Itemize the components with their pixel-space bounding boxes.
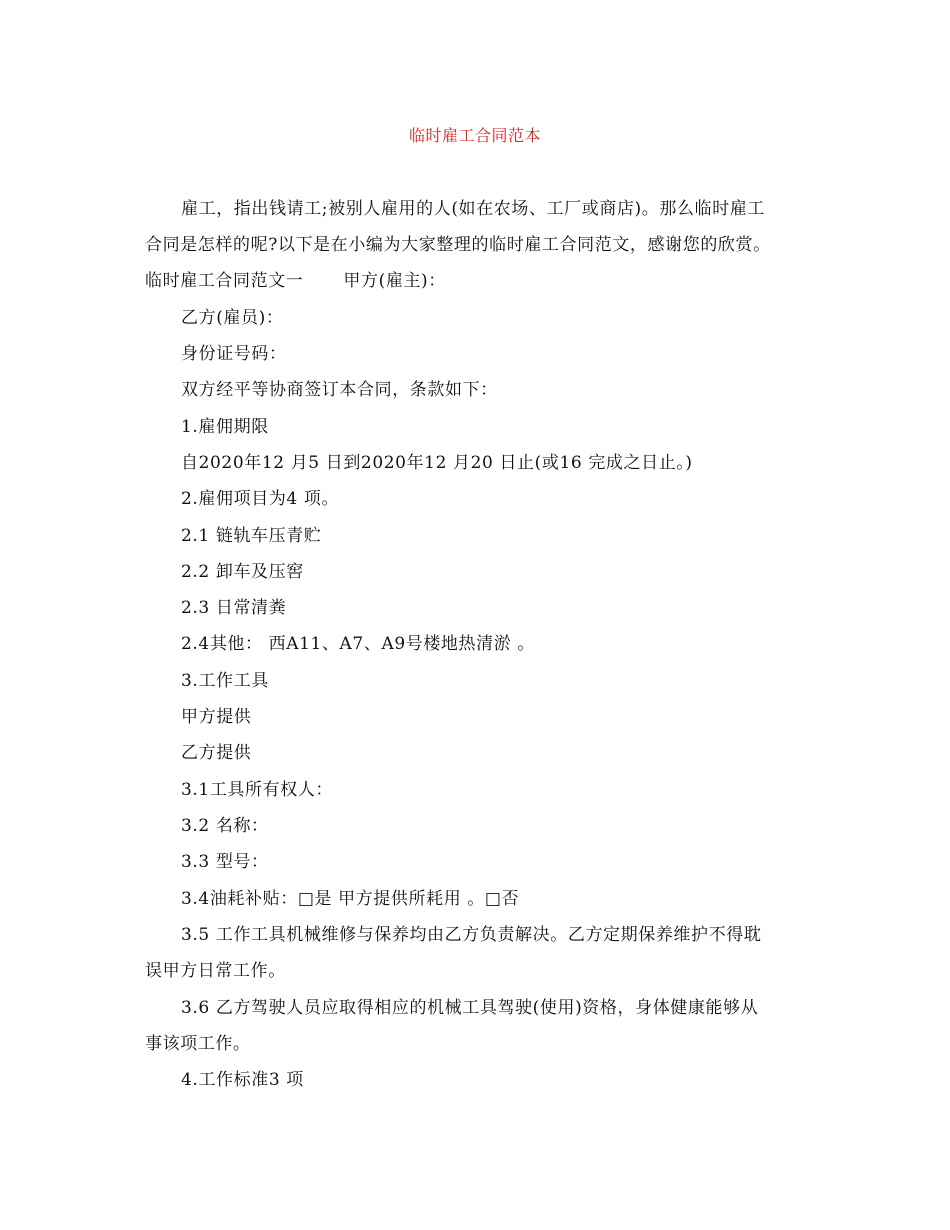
sample-heading-row [145, 269, 446, 293]
section-3-4: 3.4油耗补贴：□是 甲方提供所耗用 。□否 [181, 889, 520, 909]
party-a-label: 甲方(雇主)： [343, 271, 446, 291]
section-2-1: 2.1 链轨车压青贮 [181, 526, 322, 546]
section-2-3: 2.3 日常清粪 [181, 598, 287, 618]
section-3-2: 3.2 名称： [181, 816, 269, 836]
section-1-heading: 1.雇佣期限 [181, 417, 269, 437]
section-3-6-line-2: 事该项工作。 [145, 1034, 251, 1054]
intro-line-2: 合同是怎样的呢?以下是在小编为大家整理的临时雇工合同范文，感谢您的欣赏。 [145, 235, 771, 255]
section-3-heading: 3.工作工具 [181, 671, 269, 691]
section-2-heading: 2.雇佣项目为4 项。 [181, 489, 340, 509]
section-1-text: 自2020年12 月5 日到2020年12 月20 日止(或16 完成之日止。) [181, 453, 693, 473]
section-3-3: 3.3 型号： [181, 852, 269, 872]
section-3-6-line-1: 3.6 乙方驾驶人员应取得相应的机械工具驾驶(使用)资格，身体健康能够从 [181, 998, 759, 1018]
intro-line-1: 雇工，指出钱请工;被别人雇用的人(如在农场、工厂或商店)。那么临时雇工 [181, 199, 765, 219]
section-3-1: 3.1工具所有权人： [181, 780, 334, 800]
section-2-4: 2.4其他： 西A11、A7、A9号楼地热清淤 。 [181, 634, 535, 654]
document-title: 临时雇工合同范本 [408, 126, 541, 145]
agreement-text: 双方经平等协商签订本合同，条款如下： [181, 380, 498, 400]
section-4-heading: 4.工作标准3 项 [181, 1070, 304, 1090]
section-3-party-a: 甲方提供 [181, 707, 252, 727]
section-3-5-line-1: 3.5 工作工具机械维修与保养均由乙方负责解决。乙方定期保养维护不得耽 [181, 925, 762, 945]
party-b-label: 乙方(雇员)： [181, 308, 284, 328]
section-3-5-line-2: 误甲方日常工作。 [145, 961, 286, 981]
section-3-party-b: 乙方提供 [181, 743, 252, 763]
id-number-label: 身份证号码： [181, 344, 287, 364]
section-2-2: 2.2 卸车及压窖 [181, 562, 304, 582]
sample-heading: 临时雇工合同范文一 [145, 271, 304, 291]
